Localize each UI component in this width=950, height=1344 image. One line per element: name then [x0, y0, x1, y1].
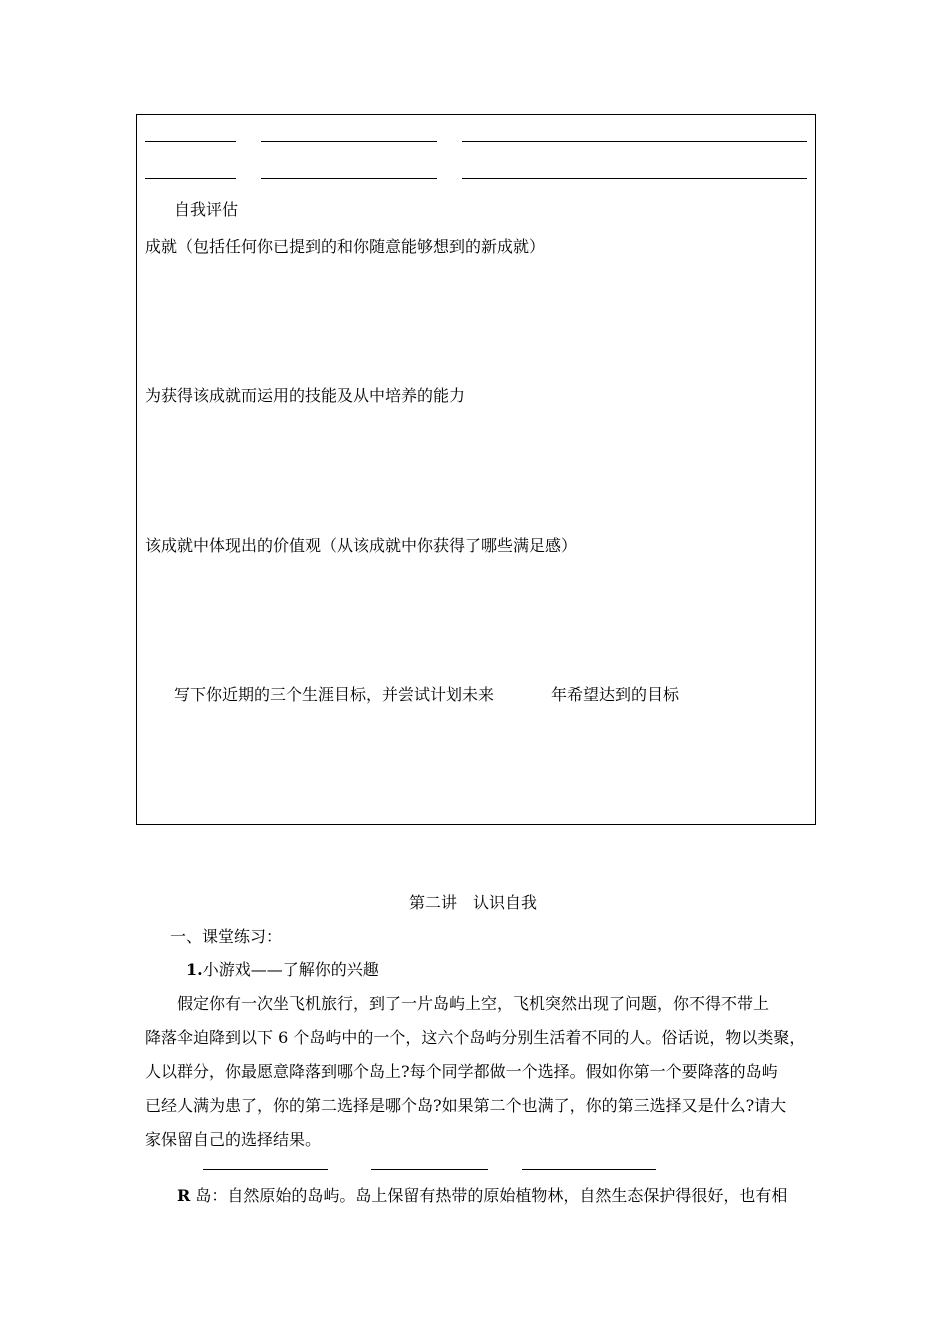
- choice-blank-second: [371, 1169, 488, 1170]
- exercise-number: 1.: [186, 960, 203, 979]
- blank-line: [145, 141, 236, 142]
- blank-line: [462, 178, 807, 179]
- exercise-title-line: [186, 960, 379, 980]
- prompt-skills: 为获得该成就而运用的技能及从中培养的能力: [145, 386, 466, 405]
- paragraph-line: 假定你有一次坐飞机旅行，到了一片岛屿上空，飞机突然出现了问题，你不得不带上: [177, 994, 770, 1013]
- island-r-description: [177, 1186, 787, 1206]
- self-assessment-form: [136, 114, 816, 825]
- blank-line: [261, 141, 437, 142]
- prompt-goals-part2: 年希望达到的目标: [551, 685, 680, 704]
- choice-blank-third: [522, 1169, 656, 1170]
- paragraph-line: 人以群分，你最愿意降落到哪个岛上?每个同学都做一个选择。假如你第一个要降落的岛屿: [145, 1062, 778, 1081]
- choice-blank-first: [203, 1169, 328, 1170]
- blank-line: [261, 178, 437, 179]
- island-r-text: 岛：自然原始的岛屿。岛上保留有热带的原始植物林，自然生态保护得很好，也有相: [190, 1186, 788, 1205]
- prompt-goals-part1: 写下你近期的三个生涯目标，并尝试计划未来: [174, 685, 495, 704]
- section-heading: 一、课堂练习：: [170, 927, 283, 946]
- exercise-title: 小游戏——了解你的兴趣: [202, 960, 379, 979]
- prompt-achievement: 成就（包括任何你已提到的和你随意能够想到的新成就）: [145, 237, 546, 256]
- blank-line: [462, 141, 807, 142]
- paragraph-line: 家保留自己的选择结果。: [145, 1130, 322, 1149]
- blank-line: [145, 178, 236, 179]
- form-section-title: 自我评估: [174, 200, 239, 219]
- scenario-paragraph: [145, 987, 821, 1157]
- paragraph-line: 降落伞迫降到以下 6 个岛屿中的一个，这六个岛屿分别生活着不同的人。俗话说，物以类聚，: [145, 1028, 806, 1047]
- lecture-title: 第二讲 认识自我: [409, 893, 538, 912]
- prompt-values: 该成就中体现出的价值观（从该成就中你获得了哪些满足感）: [145, 536, 578, 555]
- island-r-label: R: [177, 1186, 191, 1205]
- paragraph-line: 已经人满为患了，你的第二选择是哪个岛?如果第二个也满了，你的第三选择又是什么?请大: [145, 1096, 787, 1115]
